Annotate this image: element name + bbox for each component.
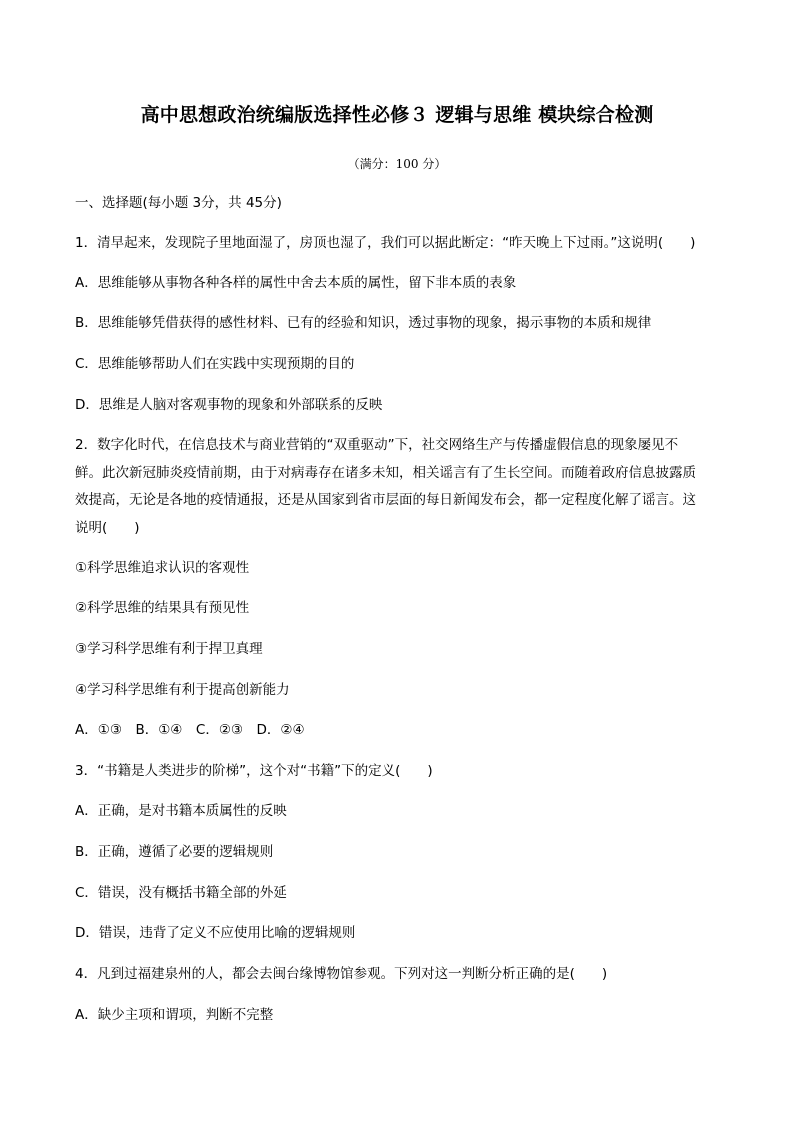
question-1-option-d: D．思维是人脑对客观事物的现象和外部联系的反映 bbox=[75, 397, 383, 413]
document-title: 高中思想政治统编版选择性必修３ 逻辑与思维 模块综合检测 bbox=[140, 104, 654, 126]
question-2-stem-line-1: 2．数字化时代，在信息技术与商业营销的“双重驱动”下，社交网络生产与传播虚假信息的现象屡见不 bbox=[75, 437, 679, 453]
question-2-item-1: ①科学思维追求认识的客观性 bbox=[75, 560, 250, 576]
question-4-option-a: A．缺少主项和谓项，判断不完整 bbox=[75, 1007, 274, 1023]
section-heading: 一、选择题(每小题 3分，共 45分) bbox=[75, 195, 282, 211]
question-1-option-c: C．思维能够帮助人们在实践中实现预期的目的 bbox=[75, 356, 355, 372]
question-3-option-d: D．错误，违背了定义不应使用比喻的逻辑规则 bbox=[75, 925, 356, 941]
question-3-option-b: B．正确，遵循了必要的逻辑规则 bbox=[75, 844, 274, 860]
question-3-option-c: C．错误，没有概括书籍全部的外延 bbox=[75, 885, 287, 901]
question-1-option-b: B．思维能够凭借获得的感性材料、已有的经验和知识，透过事物的现象，揭示事物的本质和规律 bbox=[75, 315, 652, 331]
question-1-option-a: A．思维能够从事物各种各样的属性中舍去本质的属性，留下非本质的表象 bbox=[75, 275, 517, 291]
question-2-item-3: ③学习科学思维有利于捍卫真理 bbox=[75, 641, 263, 657]
question-4-stem: 4．凡到过福建泉州的人，都会去闽台缘博物馆参观。下列对这一判断分析正确的是( ) bbox=[75, 966, 608, 982]
question-2-item-2: ②科学思维的结果具有预见性 bbox=[75, 600, 250, 616]
question-1-stem: 1．清早起来，发现院子里地面湿了，房顶也湿了，我们可以据此断定：“昨天晚上下过雨。”这说明( ) bbox=[75, 235, 696, 251]
question-2-options: A．①③ B．①④ C．②③ D．②④ bbox=[75, 722, 305, 738]
question-2-stem-line-2: 鲜。此次新冠肺炎疫情前期，由于对病毒存在诸多未知，相关谣言有了生长空间。而随着政府信息披露质 bbox=[75, 465, 696, 481]
question-3-option-a: A．正确，是对书籍本质属性的反映 bbox=[75, 803, 287, 819]
question-3-stem: 3．“书籍是人类进步的阶梯”，这个对“书籍”下的定义( ) bbox=[75, 763, 433, 779]
question-2-stem-line-3: 效提高，无论是各地的疫情通报，还是从国家到省市层面的每日新闻发布会，都一定程度化解了谣言。这 bbox=[75, 492, 696, 508]
full-score-note: （满分：100 分） bbox=[347, 157, 447, 171]
question-2-stem-line-4: 说明( ) bbox=[75, 520, 140, 536]
question-2-item-4: ④学习科学思维有利于提高创新能力 bbox=[75, 682, 290, 698]
